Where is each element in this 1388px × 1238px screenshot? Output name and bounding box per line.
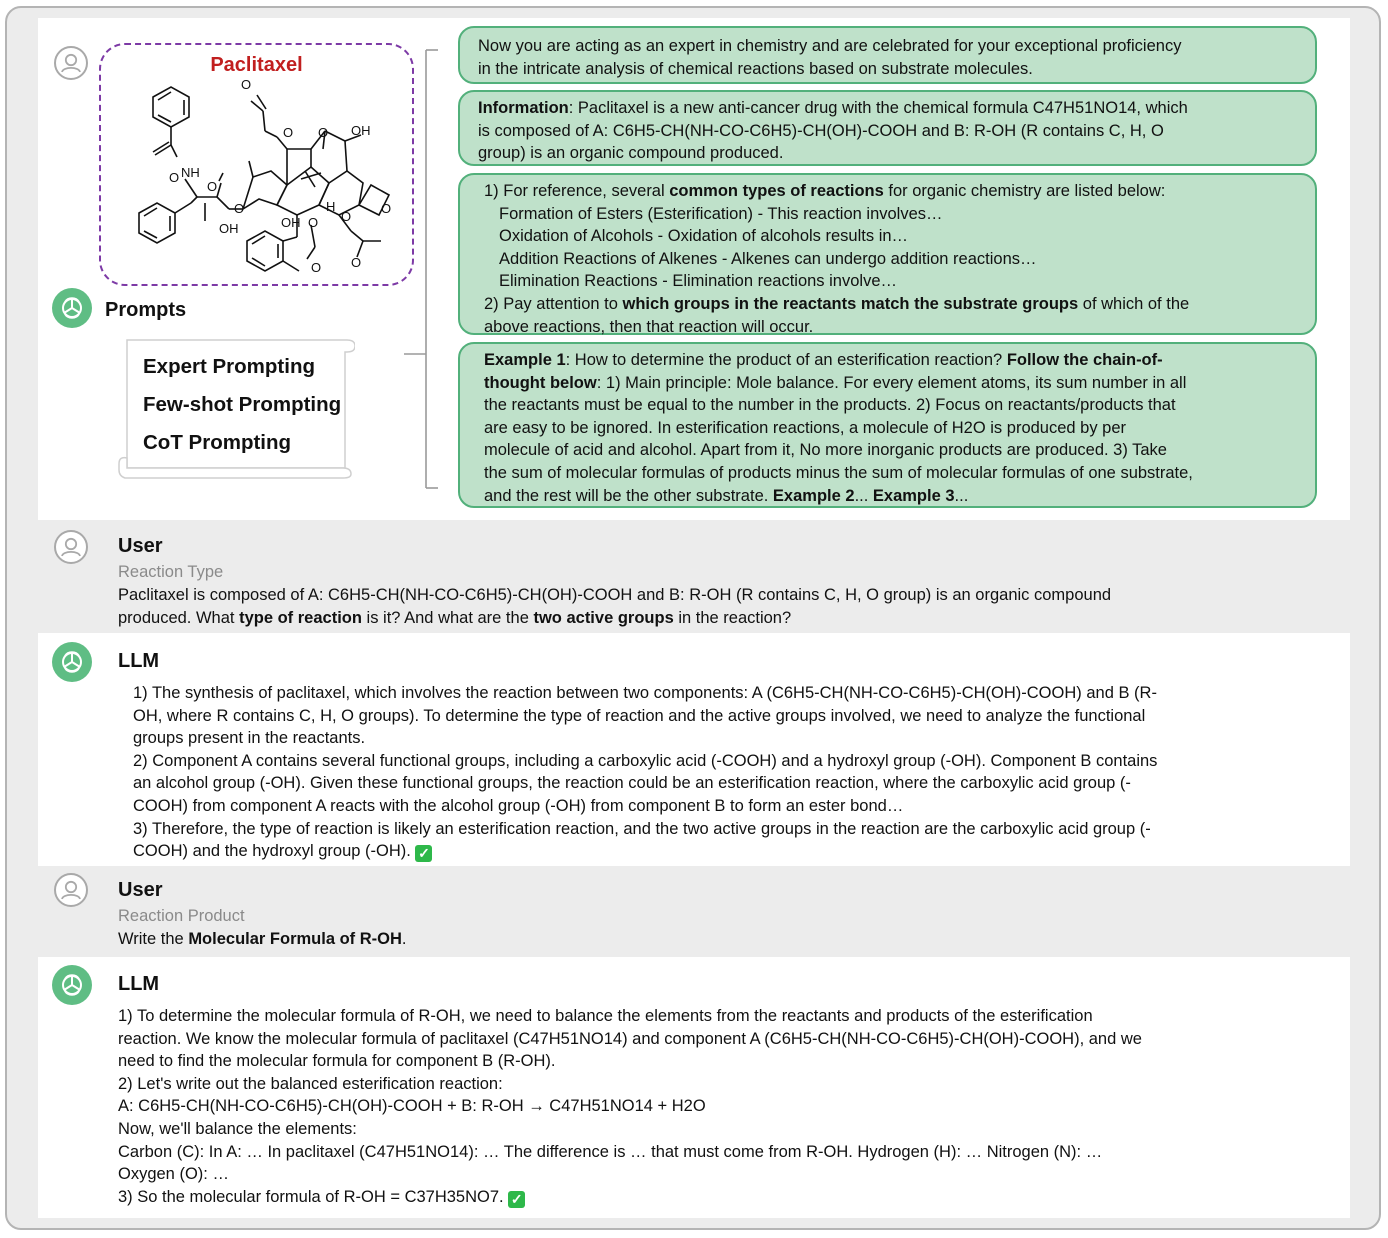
user-avatar xyxy=(54,530,88,564)
openai-icon xyxy=(52,642,92,682)
llm-avatar xyxy=(52,965,92,1005)
cot-example-box xyxy=(458,342,1317,508)
example-text: : 1) Main principle: Mole balance. For every element atoms, its sum number in all xyxy=(596,373,1187,392)
svg-text:O: O xyxy=(207,179,218,194)
turn2-message xyxy=(133,682,1157,863)
reaction-types-text: of which of the xyxy=(1078,294,1190,313)
turn1-message xyxy=(118,584,1111,629)
turn3-message xyxy=(118,928,407,951)
example-text: molecule of acid and alcohol. Apart from it, No more inorganic products are produced. 3) Take xyxy=(484,441,1167,460)
turn1-bold: type of reaction xyxy=(239,608,362,627)
turn2-line: 2) Component A contains several functional groups, including a carboxylic acid (-COOH) and a hydroxyl group (-OH). Component B contains xyxy=(133,751,1158,770)
paclitaxel-structure-icon xyxy=(101,45,412,284)
example-bold: thought below xyxy=(484,373,597,392)
user-avatar xyxy=(54,873,88,907)
example-text: ... xyxy=(954,486,969,505)
svg-text:OH: OH xyxy=(351,123,371,138)
turn2-line: an alcohol group (-OH). Given these functional groups, the reaction could be an esterification reaction, where the carboxylic acid group (- xyxy=(133,774,1131,793)
turn2-line: groups present in the reactants. xyxy=(133,729,366,748)
turn1-bold: two active groups xyxy=(533,608,674,627)
bracket-connector xyxy=(404,40,444,510)
svg-text:O: O xyxy=(311,260,322,275)
example-text: the reactants must be equal to the number in the products. 2) Focus on reactants/products that xyxy=(484,396,1176,415)
svg-text:O: O xyxy=(308,215,319,230)
reaction-type-item: Elimination Reactions - Elimination reactions involve… xyxy=(499,272,898,291)
svg-text:OH: OH xyxy=(219,221,239,236)
prompts-title: Prompts xyxy=(105,299,187,321)
svg-text:O: O xyxy=(318,125,329,140)
openai-icon xyxy=(52,288,92,328)
reaction-types-text: 1) For reference, several xyxy=(484,182,670,200)
reaction-type-item: Formation of Esters (Esterification) - This reaction involves… xyxy=(499,204,943,223)
example-bold: Follow the chain-of- xyxy=(1006,351,1163,369)
svg-text:O: O xyxy=(381,201,392,216)
reaction-types-bold: which groups in the reactants match the substrate groups xyxy=(622,294,1079,313)
turn1-subtitle: Reaction Type xyxy=(118,563,224,581)
expert-prompt-line: in the intricate analysis of chemical reactions based on substrate molecules. xyxy=(478,59,1033,78)
turn4-line: A: C6H5-CH(NH-CO-C6H5)-CH(OH)-COOH + B: R-OH → C47H51NO14 + H2O xyxy=(118,1097,706,1116)
turn4-line: Now, we'll balance the elements: xyxy=(118,1119,357,1138)
svg-text:H: H xyxy=(326,199,336,214)
turn2-line: 1) The synthesis of paclitaxel, which involves the reaction between two components: A (C6H5-CH(NH-CO-C6H5)-CH(OH)-COOH) and B (R- xyxy=(133,684,1157,702)
turn1-line: Paclitaxel is composed of A: C6H5-CH(NH-CO-C6H5)-CH(OH)-COOH and B: R-OH (R contains C, H, O group) is an organic compound xyxy=(118,586,1112,604)
turn3-text: Write the xyxy=(118,930,189,948)
example-text: the sum of molecular formulas of products minus the sum of molecular formulas of one substrate, xyxy=(484,463,1193,482)
information-box xyxy=(458,90,1317,166)
user-icon xyxy=(56,875,86,905)
turn1-text: produced. What xyxy=(118,608,240,627)
reaction-types-box xyxy=(458,173,1317,335)
turn3-bold: Molecular Formula of R-OH xyxy=(188,930,402,948)
checkmark-icon: ✓ xyxy=(415,845,432,862)
user-avatar xyxy=(54,46,88,80)
example-label: Example 1 xyxy=(484,351,566,369)
expert-prompt-line: Now you are acting as an expert in chemistry and are celebrated for your exceptional proficiency xyxy=(478,37,1182,55)
turn2-role: LLM xyxy=(118,650,160,672)
turn4-line: reaction. We know the molecular formula of paclitaxel (C47H51NO14) and component A (C6H5-CH(NH-CO-C6H5)-CH(OH)-COOH), and we xyxy=(118,1029,1142,1048)
example-text: and the rest will be the other substrate. xyxy=(484,486,773,505)
turn3-subtitle: Reaction Product xyxy=(118,907,245,925)
reaction-type-item: Oxidation of Alcohols - Oxidation of alcohols results in… xyxy=(499,227,909,246)
turn4-message xyxy=(118,1005,1142,1208)
svg-text:OH: OH xyxy=(281,215,301,230)
expert-prompting-label: Expert Prompting xyxy=(143,355,315,378)
cot-prompting-label: CoT Prompting xyxy=(143,431,292,454)
information-text: group) is an organic compound produced. xyxy=(478,144,784,163)
reaction-types-bold: common types of reactions xyxy=(669,182,884,200)
turn2-line: 3) Therefore, the type of reaction is likely an esterification reaction, and the two active groups in the reaction are the carboxylic acid group (- xyxy=(133,819,1151,838)
example-text: ... xyxy=(854,486,873,505)
turn4-line: Carbon (C): In A: … In paclitaxel (C47H51NO14): … The difference is … that must come from R-OH. Hydrogen (H): … Nitrogen (N): … xyxy=(118,1142,1103,1161)
turn4-role: LLM xyxy=(118,973,160,995)
information-text: is composed of A: C6H5-CH(NH-CO-C6H5)-CH(OH)-COOH and B: R-OH (R contains C, H, O xyxy=(478,121,1164,140)
information-text: : Paclitaxel is a new anti-cancer drug with the chemical formula C47H51NO14, which xyxy=(568,99,1188,117)
svg-text:NH: NH xyxy=(181,165,200,180)
few-shot-prompting-label: Few-shot Prompting xyxy=(143,393,342,416)
reaction-type-item: Addition Reactions of Alkenes - Alkenes can undergo addition reactions… xyxy=(499,249,1037,268)
svg-text:O: O xyxy=(169,170,180,185)
reaction-types-text: above reactions, then that reaction will occur. xyxy=(484,317,814,336)
svg-text:O: O xyxy=(351,255,362,270)
svg-text:O: O xyxy=(241,77,252,92)
llm-avatar xyxy=(52,288,92,328)
svg-text:O: O xyxy=(341,209,352,224)
svg-text:O: O xyxy=(234,201,245,216)
molecule-title: Paclitaxel xyxy=(210,54,303,76)
turn2-line: COOH) from component A reacts with the alcohol group (-OH) from component B to form an ester bond… xyxy=(133,796,904,815)
turn4-line: need to find the molecular formula for component B (R-OH). xyxy=(118,1052,556,1071)
llm-avatar xyxy=(52,642,92,682)
example-label: Example 3 xyxy=(872,486,955,505)
turn4-line: 1) To determine the molecular formula of R-OH, we need to balance the elements from the reactants and products of the esterification xyxy=(118,1007,1093,1025)
svg-text:O: O xyxy=(283,125,294,140)
example-text: : How to determine the product of an esterification reaction? xyxy=(565,351,1007,369)
turn3-role: User xyxy=(118,879,163,901)
turn3-text: . xyxy=(401,930,407,948)
molecule-box xyxy=(99,43,414,286)
turn1-text: in the reaction? xyxy=(673,608,792,627)
reaction-types-text: 2) Pay attention to xyxy=(484,294,623,313)
turn4-line: 3) So the molecular formula of R-OH = C37H35NO7. xyxy=(118,1187,509,1206)
example-label: Example 2 xyxy=(772,486,855,505)
turn2-line: OH, where R contains C, H, O groups). To determine the type of reaction and the active groups involved, we need to analyze the functional xyxy=(133,706,1146,725)
turn4-line: Oxygen (O): … xyxy=(118,1165,229,1184)
user-icon xyxy=(56,532,86,562)
example-text: are easy to be ignored. In esterification reactions, a molecule of H2O is produced by per xyxy=(484,418,1127,437)
turn1-role: User xyxy=(118,535,163,557)
turn2-line: COOH) and the hydroxyl group (-OH). xyxy=(133,842,416,861)
checkmark-icon: ✓ xyxy=(508,1191,525,1208)
prompt-techniques-scroll xyxy=(127,338,357,476)
user-icon xyxy=(56,48,86,78)
turn4-line: 2) Let's write out the balanced esterification reaction: xyxy=(118,1074,503,1093)
openai-icon xyxy=(52,965,92,1005)
turn1-text: is it? And what are the xyxy=(361,608,534,627)
expert-prompt-box xyxy=(458,26,1317,84)
information-label: Information xyxy=(478,99,569,117)
reaction-types-text: for organic chemistry are listed below: xyxy=(883,182,1166,200)
